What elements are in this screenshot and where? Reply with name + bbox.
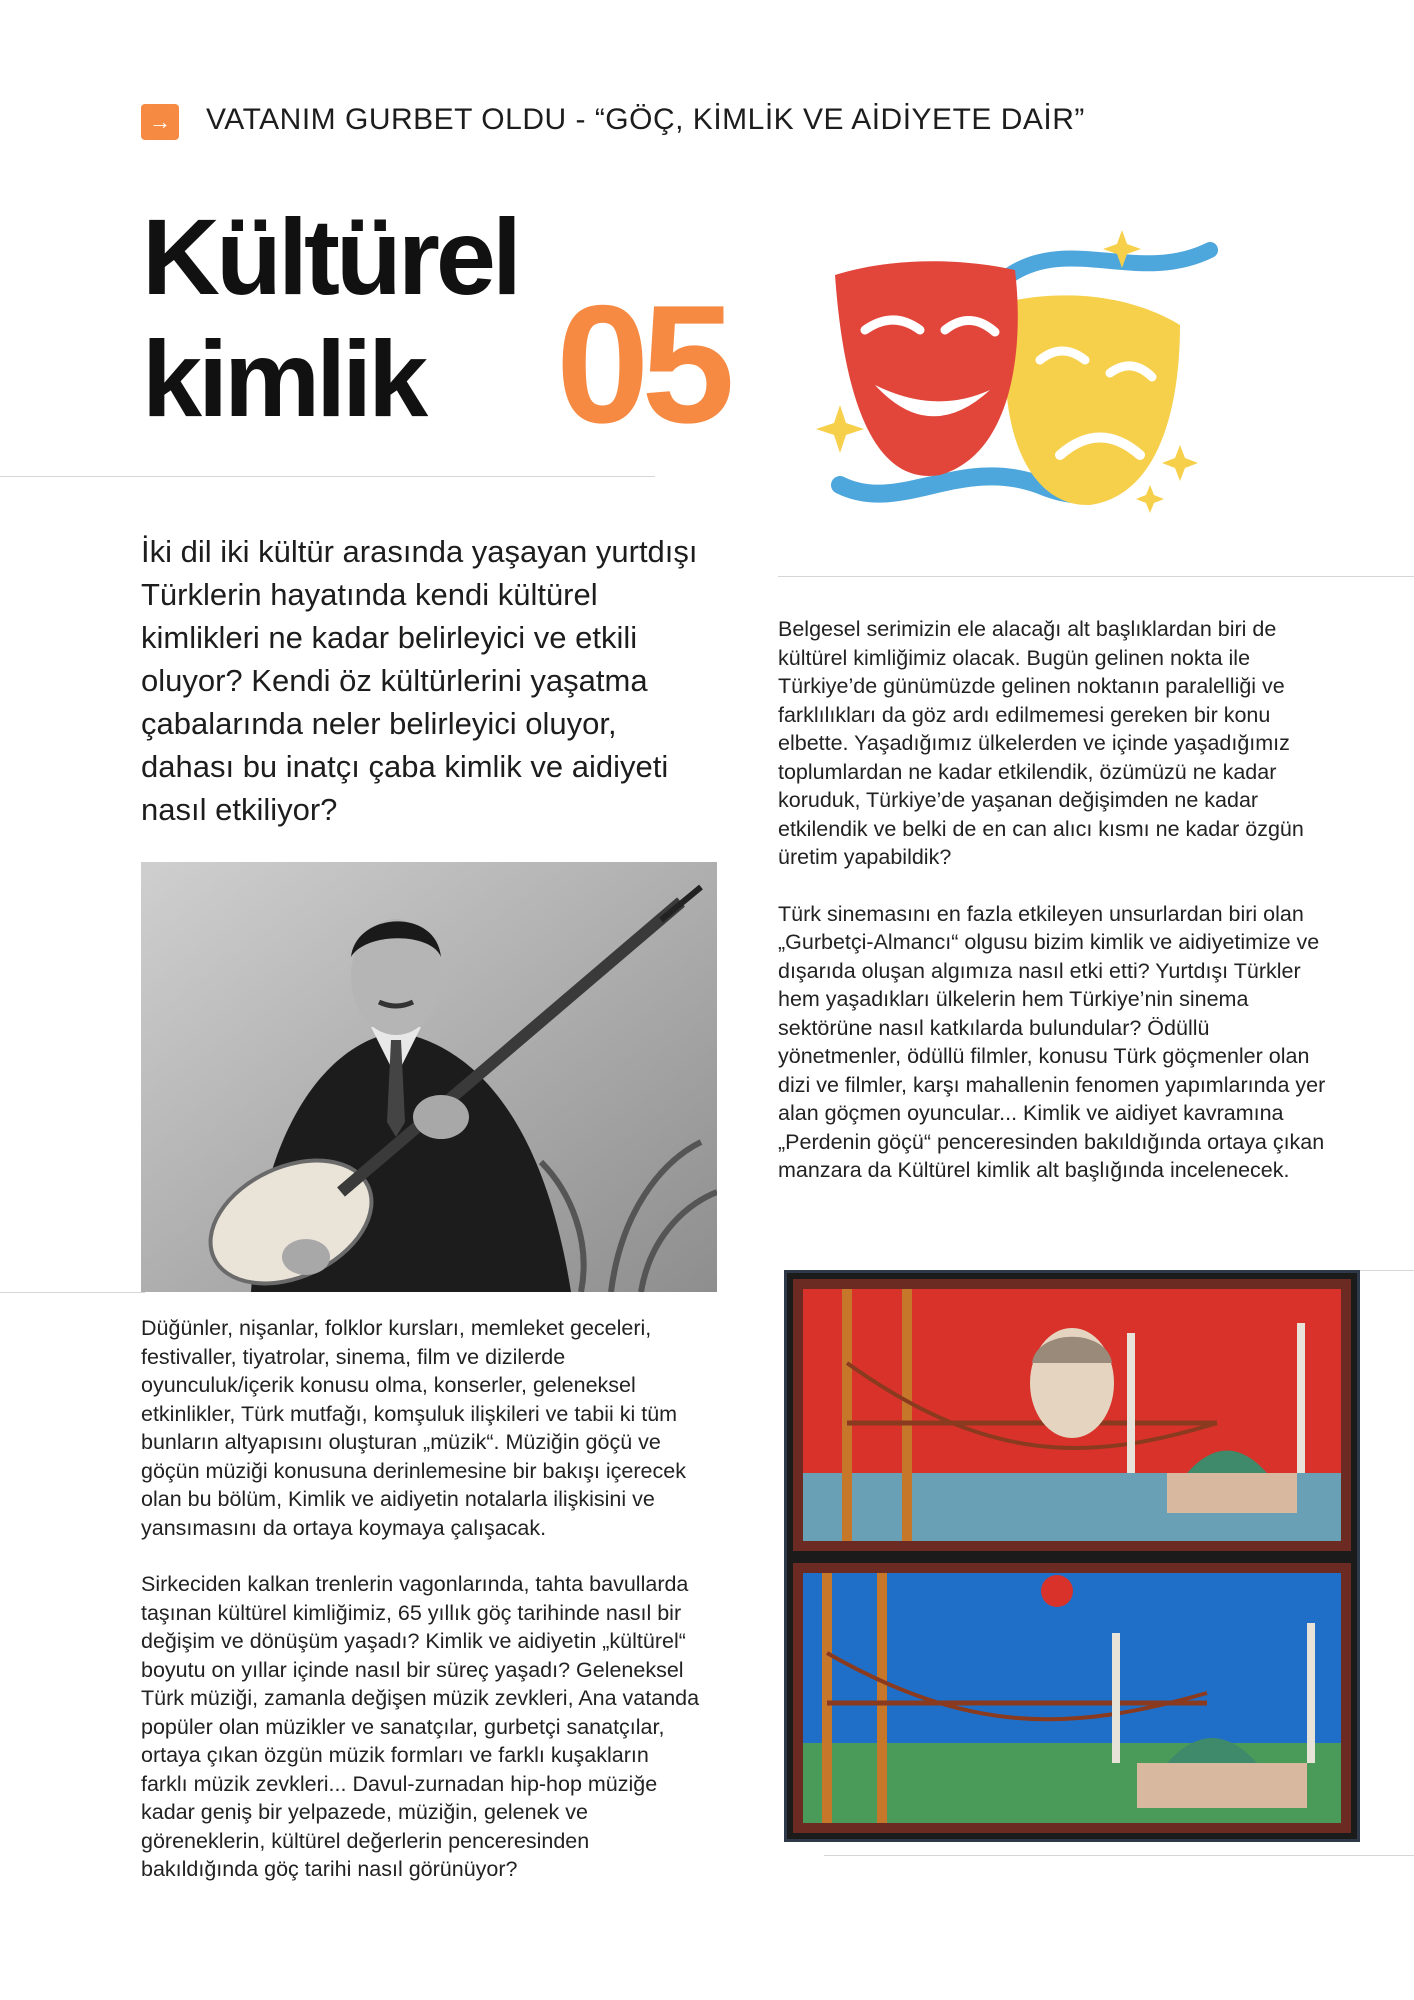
divider (824, 1855, 1414, 1856)
divider (0, 476, 655, 477)
page-title (142, 196, 518, 440)
right-paragraph-1: Belgesel serimizin ele alacağı alt başlıklardan biri de kültürel kimliğimiz olacak. Bugün gelinen nokta ile Türkiye’de günümüzde gelinen noktanın paralelliği ve farklılıkları da göz ardı edilmemesi gereken bir konu elbette. Yaşadığımız ülkelerden ve içinde yaşadığımız toplumlardan ne kadar etkilendik, özümüzü ne kadar koruduk, Türkiye’de yaşanan değişimden ne kadar etkilendik ve belki de en can alıcı kısmı ne kadar özgün üretim yapabildik? (778, 617, 1304, 869)
theatre-masks-icon (810, 215, 1230, 525)
left-column (141, 1314, 701, 1912)
divider (1360, 1270, 1414, 1271)
title-line-1: Kültürel (142, 196, 519, 317)
chapter-number: 05 (556, 270, 727, 458)
right-paragraph-2: Türk sinemasını en fazla etkileyen unsurlardan biri olan „Gurbetçi-Almancı“ olgusu bizim kimlik ve aidiyetimize ve dışarıda oluşan algımıza nasıl etki etti? Yurtdışı Türkler hem yaşadıkları ülkelerin hem Türkiye’nin sinema sektörüne nasıl katkılarda bulundular? Ödüllü yönetmenler, ödüllü filmler, konusu Türk göçmenler olan dizi ve filmler, karşı mahallenin fenomen yapımlarında yer alan göçmen oyuncular... Kimlik ve aidiyet kavramına „Perdenin göçü“ penceresinden bakıldığında ortaya çıkan manzara da Kültürel kimlik alt başlığında incelenecek. (778, 901, 1326, 1182)
divider (0, 1292, 145, 1293)
title-line-2: kimlik (142, 318, 425, 439)
divider (778, 576, 1414, 577)
lead-paragraph: İki dil iki kültür arasında yaşayan yurtdışı Türklerin hayatında kendi kültürel kimlikleri ne kadar belirleyici ve etkili oluyor? Kendi öz kültürlerini yaşatma çabalarında neler belirleyici oluyor, dahası bu inatçı çaba kimlik ve aidiyeti nasıl etkiliyor? (141, 534, 698, 827)
section-kicker: VATANIM GURBET OLDU - “GÖÇ, KİMLİK VE AİDİYETE DAİR” (206, 103, 1085, 136)
musician-photo (141, 862, 717, 1292)
left-paragraph-2: Sirkeciden kalkan trenlerin vagonlarında, tahta bavullarda taşınan kültürel kimliğimiz, 65 yıllık göç tarihinde nasıl bir değişim ve dönüşüm yaşadı? Kimlik ve aidiyetin „kültürel“ boyutu on yıllar içinde nasıl bir süreç yaşadı? Geleneksel Türk müziği, zamanla değişen müzik zevkleri, Ana vatanda popüler olan müzikler ve sanatçılar, gurbetçi sanatçılar, ortaya çıkan özgün müzik formları ve farklı kuşakların farklı müzik zevkleri... Davul-zurnadan hip-hop müziğe kadar geniş bir yelpazede, müziğin, gelenek ve göreneklerin, kültürel değerlerin penceresinden bakıldığında göç tarihi nasıl görünüyor? (141, 1572, 700, 1881)
arrow-icon: → (141, 104, 179, 140)
bosphorus-rug-image (784, 1270, 1360, 1842)
right-column (778, 615, 1338, 1213)
left-paragraph-1: Düğünler, nişanlar, folklor kursları, memleket geceleri, festivaller, tiyatrolar, sinema, film ve dizilerde oyunculuk/içerik konusu olma, konserler, geleneksel etkinlikler, Türk mutfağı, komşuluk ilişkileri ve tabii ki tüm bunların altyapısını oluşturan „müzik“. Müziğin göçü ve göçün müziği konusuna derinlemesine bir bakışı içerecek olan bu bölüm, Kimlik ve aidiyetin notalarla ilişkisini ve yansımasını da ortaya koymaya çalışacak. (141, 1316, 686, 1540)
